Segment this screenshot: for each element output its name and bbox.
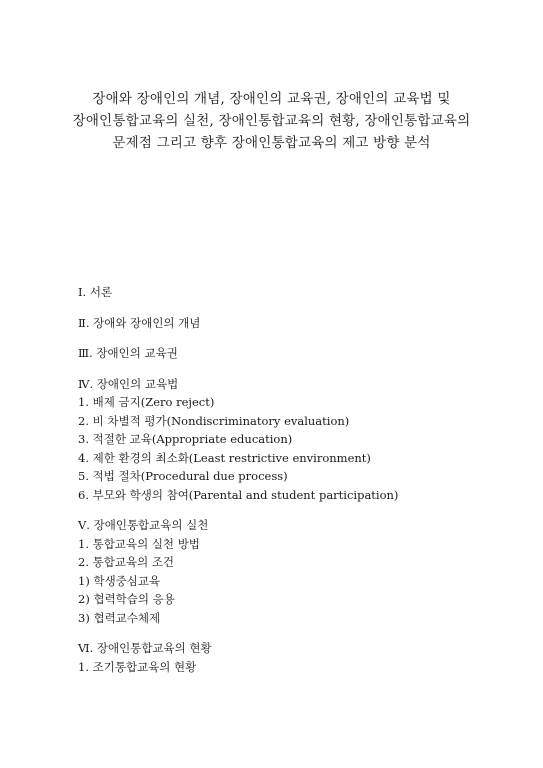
toc-section-education-law [78,375,518,505]
toc-item: 4. 제한 환경의 최소화(Least restrictive environment) [78,450,371,465]
title-line: 장애인통합교육의 실천, 장애인통합교육의 현황, 장애인통합교육의 [72,113,471,129]
toc-section-inclusive-status [78,639,518,676]
toc-item: 6. 부모와 학생의 참여(Parental and student participation) [78,487,399,502]
toc-item: 2. 비 차별적 평가(Nondiscriminatory evaluation) [78,413,350,428]
toc-item: 1) 학생중심교육 [78,573,161,588]
title-line: 문제점 그리고 향후 장애인통합교육의 제고 방향 분석 [112,135,431,151]
toc-heading: Ⅰ. 서론 [78,285,113,299]
toc-item: 5. 적법 절차(Procedural due process) [78,469,288,483]
toc-item: 1. 조기통합교육의 현황 [78,659,197,674]
toc-heading: Ⅱ. 장애와 장애인의 개념 [78,315,201,330]
toc-item: 1. 통합교육의 실천 방법 [78,536,200,551]
toc-section-introduction [78,283,518,302]
toc-heading: Ⅴ. 장애인통합교육의 실천 [78,518,209,532]
toc-item: 2) 협력학습의 응용 [78,592,175,606]
toc-heading: Ⅵ. 장애인통합교육의 현황 [78,641,212,655]
toc-heading: Ⅲ. 장애인의 교육권 [78,346,178,360]
toc-item: 3) 협력교수체제 [78,610,161,625]
toc-section-education-rights [78,344,518,363]
toc-heading: Ⅳ. 장애인의 교육법 [78,376,179,391]
title-line: 장애와 장애인의 개념, 장애인의 교육권, 장애인의 교육법 및 [92,91,451,107]
toc-item: 2. 통합교육의 조건 [78,555,175,569]
toc-item: 3. 적절한 교육(Appropriate education) [78,432,293,446]
document-title [0,88,543,154]
table-of-contents [78,283,518,688]
toc-section-concepts [78,314,518,333]
toc-item: 1. 배제 금지(Zero reject) [78,395,215,409]
toc-section-inclusive-practice [78,516,518,627]
